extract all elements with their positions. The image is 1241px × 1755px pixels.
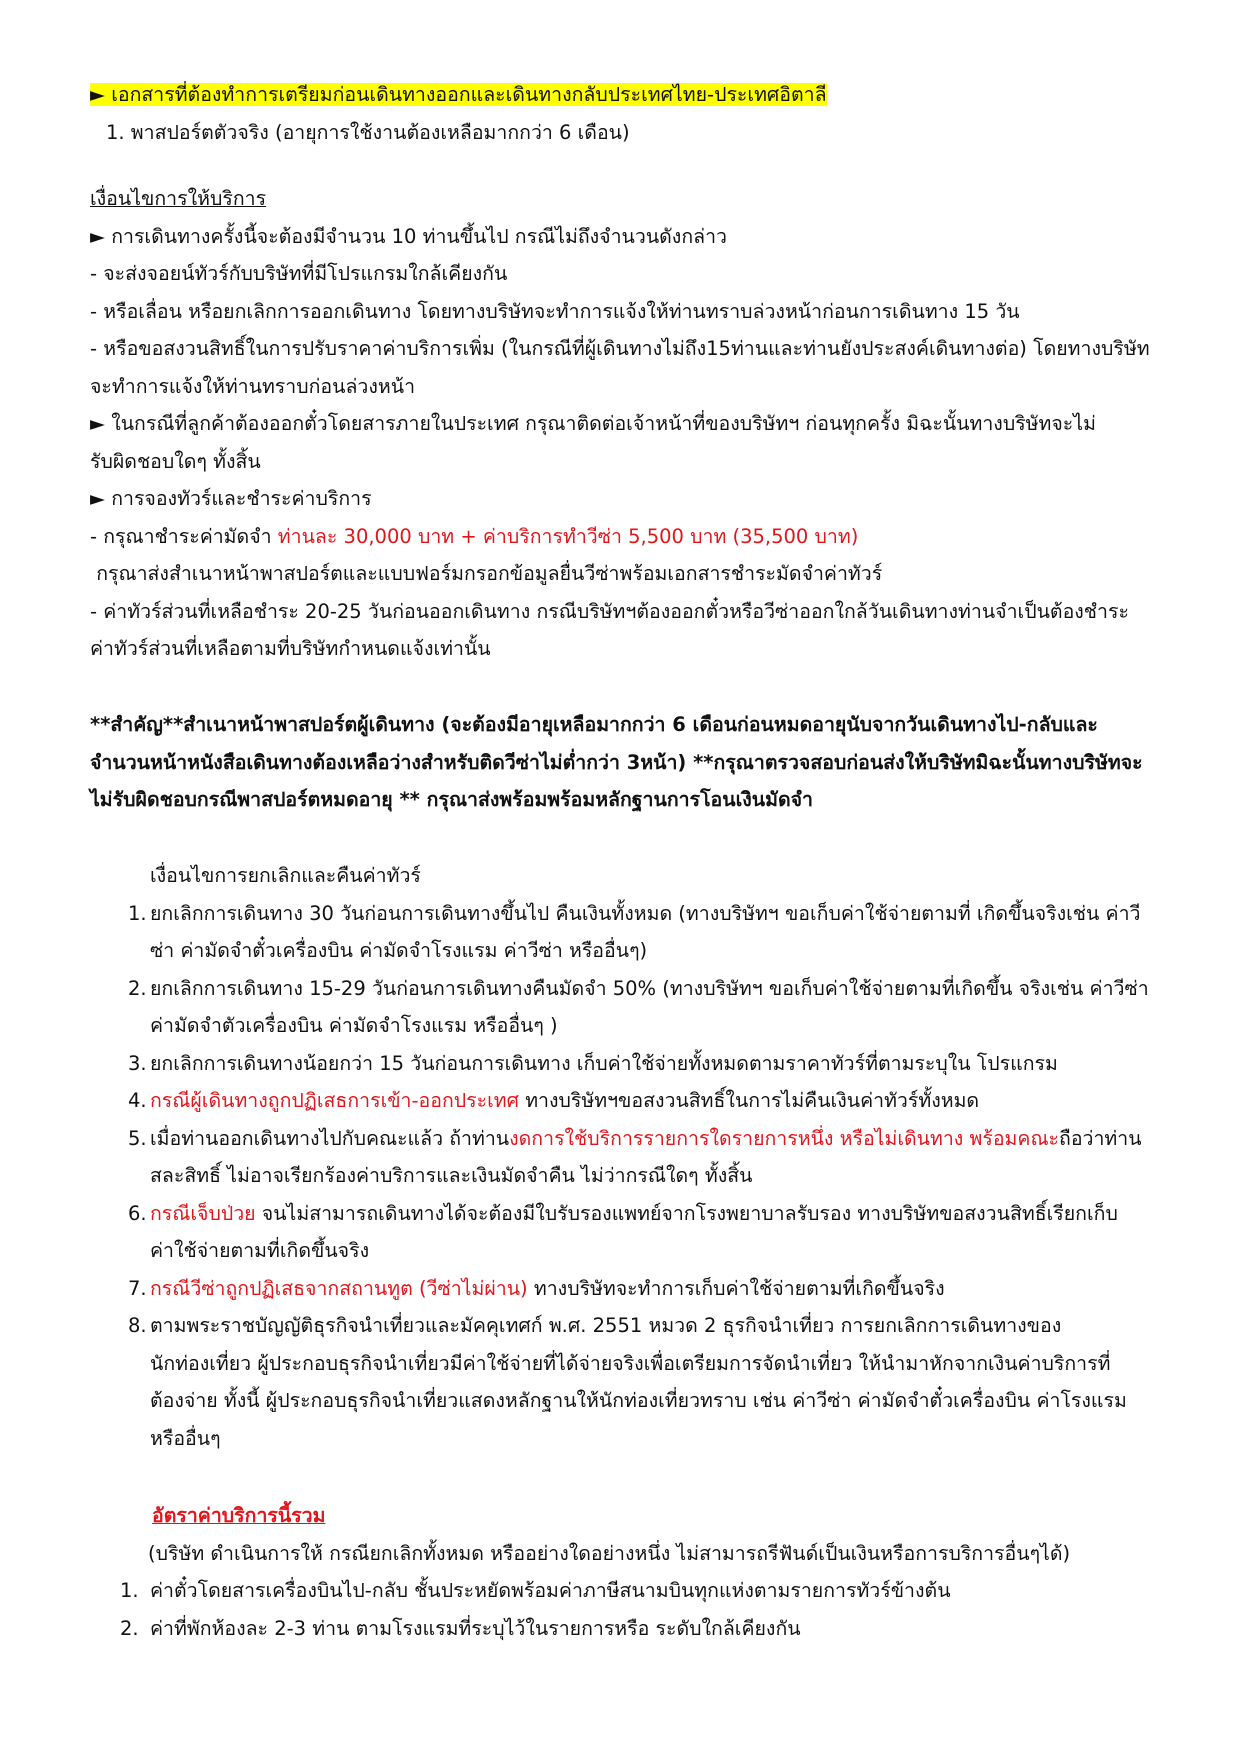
cancellation-item (90, 1307, 1170, 1457)
cancellation-item (90, 970, 1170, 1045)
condition-line: ค่าทัวร์ส่วนที่เหลือตามที่บริษัทกำหนดแจ้งเท่านั้น (90, 637, 491, 660)
deposit-prefix: - กรุณาชำระค่ามัดจำ (90, 524, 278, 548)
item-number: 1. (128, 901, 147, 925)
service-conditions-title: เงื่อนไขการให้บริการ (90, 187, 267, 210)
rates-item (90, 1610, 1170, 1648)
item-text (150, 1270, 1170, 1308)
item-rest-text: ทางบริษัทฯขอสงวนสิทธิ์ในการไม่คืนเงินค่าทัวร์ทั้งหมด (519, 1089, 980, 1112)
item-text: ยกเลิกการเดินทาง 15-29 วันก่อนการเดินทางคืนมัดจำ 50% (ทางบริษัทฯ ขอเก็บค่าใช้จ่ายตามที่เกิดขึ้น จริงเช่น ค่าวีซ่า (150, 976, 1149, 1000)
cancellation-item (90, 1120, 1170, 1195)
item-text (150, 1120, 1170, 1158)
rates-note: (บริษัท ดำเนินการให้ กรณียกเลิกทั้งหมด หรืออย่างใดอย่างหนึ่ง ไม่สามารถรีฟันด์เป็นเงินหรือการบริการอื่นๆได้) (148, 1541, 1071, 1565)
item-text: ต้องจ่าย ทั้งนี้ ผู้ประกอบธุรกิจนำเที่ยวแสดงหลักฐานให้นักท่องเที่ยวทราบ เช่น ค่าวีซ่า ค่ามัดจำตั๋วเครื่องบิน ค่าโรงแรม (150, 1389, 1127, 1412)
important-line: จำนวนหน้าหนังสือเดินทางต้องเหลือว่างสำหรับติดวีซ่าไม่ต่ำกว่า 3หน้า) **กรุณาตรวจสอบก่อนส่งให้บริษัทมิฉะนั้นทางบริษัทจะ (90, 750, 1143, 774)
item-number: 3. (128, 1051, 147, 1075)
documents-heading-text: ► เอกสารที่ต้องทำการเตรียมก่อนเดินทางออกและเดินทางกลับประเทศไทย-ประเทศอิตาลี (90, 83, 827, 106)
important-notice (90, 706, 1170, 819)
rates-item (90, 1572, 1170, 1610)
item-text: ตามพระราชบัญญัติธุรกิจนำเที่ยวและมัคคุเทศก์ พ.ศ. 2551 หมวด 2 ธุรกิจนำเที่ยว การยกเลิกการเดินทางของ (150, 1314, 1062, 1337)
item-text (150, 1195, 1170, 1233)
item-text: นักท่องเที่ยว ผู้ประกอบธุรกิจนำเที่ยวมีค่าใช้จ่ายที่ได้จ่ายจริงเพื่อเตรียมการจัดนำเที่ยว ให้นำมาหักจากเงินค่าบริการที่ (150, 1351, 1111, 1375)
item-number: 7. (128, 1276, 147, 1300)
item-text (150, 1082, 1170, 1120)
item-rest-text: ถือว่าท่าน (1059, 1126, 1142, 1150)
item-red-text: งดการใช้บริการรายการใดรายการหนึ่ง หรือไม่เดินทาง พร้อมคณะ (509, 1126, 1060, 1150)
item-text: ค่าตั๋วโดยสารเครื่องบินไป-กลับ ชั้นประหยัดพร้อมค่าภาษีสนามบินทุกแห่งตามรายการทัวร์ข้างต้น (150, 1579, 951, 1602)
item-red-text: กรณีผู้เดินทางถูกปฏิเสธการเข้า-ออกประเทศ (150, 1089, 519, 1112)
cancellation-item (90, 895, 1170, 970)
item-rest-text: ทางบริษัทจะทำการเก็บค่าใช้จ่ายตามที่เกิดขึ้นจริง (527, 1276, 945, 1300)
condition-line: - ค่าทัวร์ส่วนที่เหลือชำระ 20-25 วันก่อนออกเดินทาง กรณีบริษัทฯต้องออกตั๋วหรือวีซ่าออกใกล้วันเดินทางท่านจำเป็นต้องชำระ (90, 599, 1129, 623)
item-text: หรืออื่นๆ (150, 1426, 221, 1450)
condition-line: - จะส่งจอยน์ทัวร์กับบริษัทที่มีโปรแกรมใกล้เคียงกัน (90, 262, 508, 285)
cancellation-section (90, 857, 1170, 1457)
cancellation-item (90, 1082, 1170, 1120)
item-number: 5. (128, 1126, 147, 1150)
item-text: ยกเลิกการเดินทาง 30 วันก่อนการเดินทางขึ้นไป คืนเงินทั้งหมด (ทางบริษัทฯ ขอเก็บค่าใช้จ่ายตามที่ เกิดขึ้นจริงเช่น ค่าวี (150, 901, 1141, 925)
deposit-amount: ท่านละ 30,000 บาท + ค่าบริการทำวีซ่า 5,500 บาท (35,500 บาท) (277, 524, 859, 548)
documents-heading (90, 76, 1170, 114)
condition-line: - หรือขอสงวนสิทธิ์ในการปรับราคาค่าบริการเพิ่ม (ในกรณีที่ผู้เดินทางไม่ถึง15ท่านและท่านยังประสงค์เดินทางต่อ) โดยทางบริษัท (90, 337, 1150, 360)
cancellation-item (90, 1045, 1170, 1083)
rates-list (90, 1572, 1170, 1647)
important-line: ไม่รับผิดชอบกรณีพาสปอร์ตหมดอายุ ** กรุณาส่งพร้อมพร้อมหลักฐานการโอนเงินมัดจำ (90, 788, 813, 811)
cancellation-item (90, 1270, 1170, 1308)
item-number: 8. (128, 1314, 147, 1337)
item-text: ซ่า ค่ามัดจำตั๋วเครื่องบิน ค่ามัดจำโรงแรม ค่าวีซ่า หรืออื่นๆ) (150, 939, 648, 962)
service-conditions-section (90, 180, 1170, 668)
rates-title: อัตราค่าบริการนี้รวม (152, 1504, 326, 1527)
passport-requirement: 1. พาสปอร์ตตัวจริง (อายุการใช้งานต้องเหลือมากกว่า 6 เดือน) (106, 120, 630, 144)
item-text: สละสิทธิ์ ไม่อาจเรียกร้องค่าบริการและเงินมัดจำคืน ไม่ว่ากรณีใดๆ ทั้งสิ้น (150, 1164, 753, 1187)
item-number: 6. (128, 1201, 147, 1225)
rates-section (90, 1497, 1170, 1647)
documents-header-section (90, 76, 1170, 151)
condition-line: กรุณาส่งสำเนาหน้าพาสปอร์ตและแบบฟอร์มกรอกข้อมูลยื่นวีซ่าพร้อมเอกสารชำระมัดจำค่าทัวร์ (90, 562, 883, 585)
condition-line: จะทำการแจ้งให้ท่านทราบก่อนล่วงหน้า (90, 374, 416, 398)
condition-line: ► ในกรณีที่ลูกค้าต้องออกตั๋วโดยสารภายในประเทศ กรุณาติดต่อเจ้าหน้าที่ของบริษัทฯ ก่อนทุกครั้ง มิฉะนั้นทางบริษัทจะไม่ (90, 412, 1096, 435)
condition-line: ► การเดินทางครั้งนี้จะต้องมีจำนวน 10 ท่านขึ้นไป กรณีไม่ถึงจำนวนดังกล่าว (90, 224, 727, 248)
item-number: 2. (120, 1616, 139, 1640)
item-number: 4. (128, 1089, 147, 1112)
booking-payment-heading: ► การจองทัวร์และชำระค่าบริการ (90, 487, 372, 510)
item-number: 2. (128, 976, 147, 1000)
item-text: ยกเลิกการเดินทางน้อยกว่า 15 วันก่อนการเดินทาง เก็บค่าใช้จ่ายทั้งหมดตามราคาทัวร์ที่ตามระบุใน โปรแกรม (150, 1051, 1058, 1075)
item-red-text: กรณีเจ็บป่วย (150, 1201, 256, 1225)
cancellation-list (90, 895, 1170, 1458)
cancellation-title: เงื่อนไขการยกเลิกและคืนค่าทัวร์ (150, 864, 421, 887)
item-red-text: กรณีวีซ่าถูกปฏิเสธจากสถานทูต (วีซ่าไม่ผ่าน) (150, 1276, 528, 1300)
item-number: 1. (120, 1579, 139, 1602)
condition-line: รับผิดชอบใดๆ ทั้งสิ้น (90, 449, 261, 473)
item-text: ค่ามัดจำตัวเครื่องบิน ค่ามัดจำโรงแรม หรืออื่นๆ ) (150, 1014, 558, 1037)
cancellation-item (90, 1195, 1170, 1270)
important-line: **สำคัญ**สำเนาหน้าพาสปอร์ตผู้เดินทาง (จะต้องมีอายุเหลือมากกว่า 6 เดือนก่อนหมดอายุนับจากวันเดินทางไป-กลับและ (90, 713, 1098, 736)
item-pre-text: เมื่อท่านออกเดินทางไปกับคณะแล้ว ถ้าท่าน (150, 1126, 510, 1150)
rates-title-row (90, 1497, 1170, 1535)
condition-line: - หรือเลื่อน หรือยกเลิกการออกเดินทาง โดยทางบริษัทจะทำการแจ้งให้ท่านทราบล่วงหน้าก่อนการเดินทาง 15 วัน (90, 299, 1020, 323)
deposit-line (90, 518, 1170, 556)
item-text: ค่าที่พักห้องละ 2-3 ท่าน ตามโรงแรมที่ระบุไว้ในรายการหรือ ระดับใกล้เคียงกัน (150, 1616, 801, 1640)
item-text: ค่าใช้จ่ายตามที่เกิดขึ้นจริง (150, 1239, 370, 1262)
item-rest-text: จนไม่สามารถเดินทางได้จะต้องมีใบรับรองแพทย์จากโรงพยาบาลรับรอง ทางบริษัทขอสงวนสิทธิ์เรียกเก็บ (255, 1201, 1118, 1225)
